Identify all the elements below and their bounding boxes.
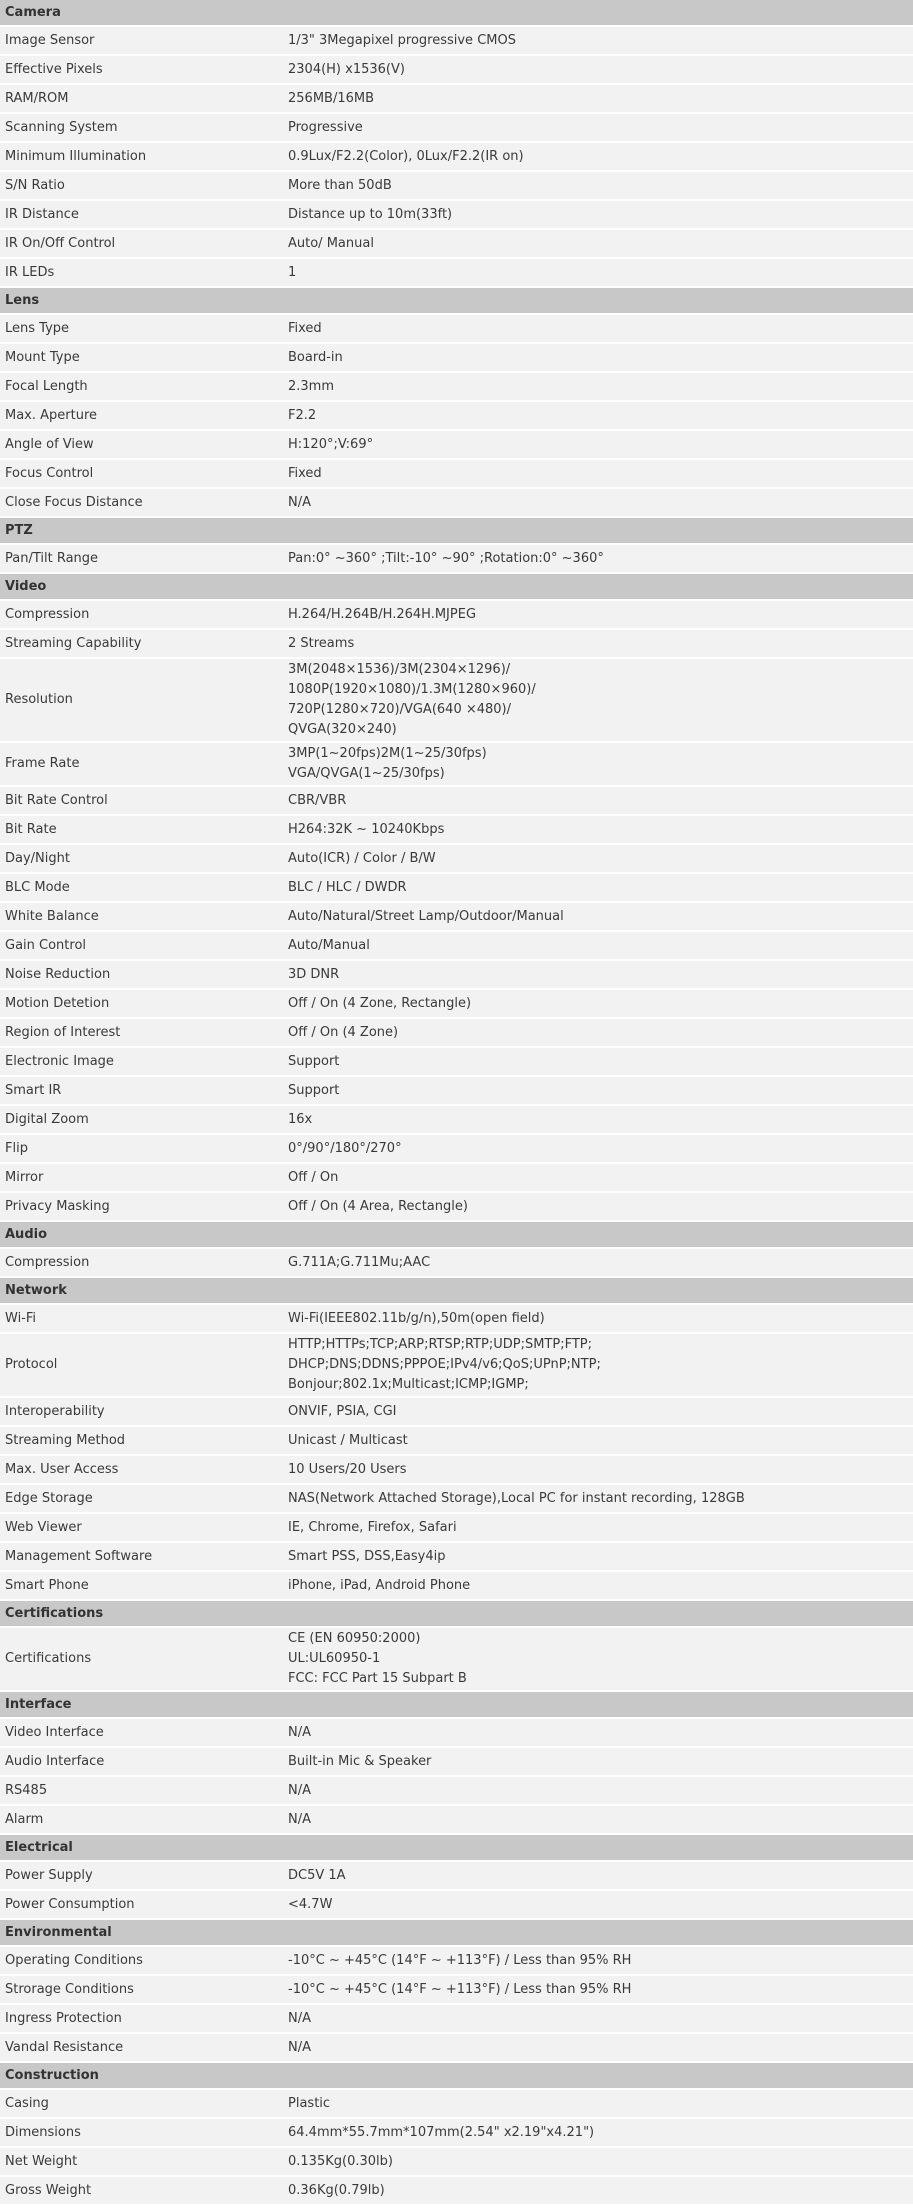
spec-value: Off / On (4 Zone, Rectangle)	[283, 989, 913, 1018]
spec-value: N/A	[283, 2033, 913, 2062]
spec-value: 0.135Kg(0.30lb)	[283, 2147, 913, 2176]
section-header	[0, 1919, 913, 1946]
spec-label: Alarm	[0, 1805, 283, 1834]
spec-label: Gain Control	[0, 931, 283, 960]
section-title: Audio	[0, 1221, 913, 1248]
spec-value: HTTP;HTTPs;TCP;ARP;RTSP;RTP;UDP;SMTP;FTP; DHCP;DNS;DDNS;PPPOE;IPv4/v6;QoS;UPnP;NTP; Bonjour;802.1x;Multicast;ICMP;IGMP;	[283, 1333, 913, 1397]
spec-row	[0, 1076, 913, 1105]
spec-row	[0, 488, 913, 517]
spec-label: Interoperability	[0, 1397, 283, 1426]
spec-row	[0, 343, 913, 372]
spec-value: 16x	[283, 1105, 913, 1134]
spec-label: Streaming Method	[0, 1426, 283, 1455]
section-header	[0, 573, 913, 600]
spec-value: N/A	[283, 1718, 913, 1747]
spec-value: N/A	[283, 1776, 913, 1805]
spec-row	[0, 1542, 913, 1571]
spec-label: Noise Reduction	[0, 960, 283, 989]
spec-row	[0, 960, 913, 989]
spec-label: Power Supply	[0, 1861, 283, 1890]
spec-value: 0°/90°/180°/270°	[283, 1134, 913, 1163]
spec-label: Pan/Tilt Range	[0, 544, 283, 573]
spec-value: Distance up to 10m(33ft)	[283, 200, 913, 229]
spec-row	[0, 1484, 913, 1513]
spec-row	[0, 1192, 913, 1221]
spec-value: H.264/H.264B/H.264H.MJPEG	[283, 600, 913, 629]
spec-row	[0, 931, 913, 960]
spec-label: RS485	[0, 1776, 283, 1805]
spec-value: F2.2	[283, 401, 913, 430]
spec-row	[0, 459, 913, 488]
spec-row	[0, 1333, 913, 1397]
spec-row	[0, 229, 913, 258]
spec-label: Compression	[0, 1248, 283, 1277]
spec-label: Angle of View	[0, 430, 283, 459]
spec-label: Net Weight	[0, 2147, 283, 2176]
spec-row	[0, 1018, 913, 1047]
section-header	[0, 287, 913, 314]
spec-value: 3M(2048×1536)/3M(2304×1296)/ 1080P(1920×1080)/1.3M(1280×960)/ 720P(1280×720)/VGA(640 ×480)/ QVGA(320×240)	[283, 658, 913, 742]
spec-row	[0, 1718, 913, 1747]
spec-row	[0, 1455, 913, 1484]
spec-label: Max. Aperture	[0, 401, 283, 430]
section-title: Certifications	[0, 1600, 913, 1627]
spec-row	[0, 401, 913, 430]
spec-label: S/N Ratio	[0, 171, 283, 200]
spec-label: Gross Weight	[0, 2176, 283, 2205]
spec-label: Day/Night	[0, 844, 283, 873]
spec-label: Flip	[0, 1134, 283, 1163]
spec-value: Support	[283, 1047, 913, 1076]
section-title: Network	[0, 1277, 913, 1304]
spec-label: Strorage Conditions	[0, 1975, 283, 2004]
spec-label: Casing	[0, 2089, 283, 2118]
section-header	[0, 1221, 913, 1248]
spec-value: Auto/ Manual	[283, 229, 913, 258]
spec-row	[0, 1047, 913, 1076]
spec-value: -10°C ~ +45°C (14°F ~ +113°F) / Less than 95% RH	[283, 1975, 913, 2004]
spec-value: -10°C ~ +45°C (14°F ~ +113°F) / Less than 95% RH	[283, 1946, 913, 1975]
spec-value: H264:32K ~ 10240Kbps	[283, 815, 913, 844]
spec-row	[0, 544, 913, 573]
spec-row	[0, 1747, 913, 1776]
spec-row	[0, 2033, 913, 2062]
spec-row	[0, 844, 913, 873]
spec-row	[0, 658, 913, 742]
spec-label: Compression	[0, 600, 283, 629]
spec-row	[0, 1627, 913, 1691]
spec-label: Max. User Access	[0, 1455, 283, 1484]
spec-label: Web Viewer	[0, 1513, 283, 1542]
spec-label: Vandal Resistance	[0, 2033, 283, 2062]
spec-value: 1	[283, 258, 913, 287]
spec-value: 0.9Lux/F2.2(Color), 0Lux/F2.2(IR on)	[283, 142, 913, 171]
spec-row	[0, 2118, 913, 2147]
spec-label: IR Distance	[0, 200, 283, 229]
spec-row	[0, 1890, 913, 1919]
spec-row	[0, 786, 913, 815]
spec-value: Board-in	[283, 343, 913, 372]
spec-row	[0, 629, 913, 658]
spec-row	[0, 200, 913, 229]
section-title: Video	[0, 573, 913, 600]
spec-row	[0, 1946, 913, 1975]
spec-value: 256MB/16MB	[283, 84, 913, 113]
spec-label: Operating Conditions	[0, 1946, 283, 1975]
spec-value: 3MP(1~20fps)2M(1~25/30fps) VGA/QVGA(1~25/30fps)	[283, 742, 913, 786]
spec-label: Focus Control	[0, 459, 283, 488]
spec-label: Resolution	[0, 658, 283, 742]
spec-label: Dimensions	[0, 2118, 283, 2147]
spec-row	[0, 372, 913, 401]
spec-row	[0, 314, 913, 343]
spec-label: RAM/ROM	[0, 84, 283, 113]
spec-label: Electronic Image	[0, 1047, 283, 1076]
spec-label: Streaming Capability	[0, 629, 283, 658]
spec-value: Pan:0° ~360° ;Tilt:-10° ~90° ;Rotation:0° ~360°	[283, 544, 913, 573]
spec-row	[0, 742, 913, 786]
spec-label: Image Sensor	[0, 26, 283, 55]
spec-row	[0, 113, 913, 142]
spec-value: 2304(H) x1536(V)	[283, 55, 913, 84]
section-header	[0, 1691, 913, 1718]
spec-value: Fixed	[283, 314, 913, 343]
spec-label: Scanning System	[0, 113, 283, 142]
spec-value: Unicast / Multicast	[283, 1426, 913, 1455]
spec-value: Off / On	[283, 1163, 913, 1192]
spec-value: N/A	[283, 1805, 913, 1834]
spec-label: Frame Rate	[0, 742, 283, 786]
spec-row	[0, 873, 913, 902]
spec-value: Auto/Manual	[283, 931, 913, 960]
spec-row	[0, 1105, 913, 1134]
spec-label: Power Consumption	[0, 1890, 283, 1919]
spec-row	[0, 26, 913, 55]
spec-label: Mirror	[0, 1163, 283, 1192]
spec-value: Support	[283, 1076, 913, 1105]
spec-row	[0, 55, 913, 84]
spec-value: CE (EN 60950:2000) UL:UL60950-1 FCC: FCC Part 15 Subpart B	[283, 1627, 913, 1691]
spec-value: Progressive	[283, 113, 913, 142]
section-header	[0, 1834, 913, 1861]
section-title: Construction	[0, 2062, 913, 2089]
spec-value: More than 50dB	[283, 171, 913, 200]
spec-row	[0, 171, 913, 200]
spec-value: Auto/Natural/Street Lamp/Outdoor/Manual	[283, 902, 913, 931]
spec-label: Bit Rate	[0, 815, 283, 844]
spec-label: Close Focus Distance	[0, 488, 283, 517]
spec-label: IR LEDs	[0, 258, 283, 287]
spec-value: Off / On (4 Area, Rectangle)	[283, 1192, 913, 1221]
section-header	[0, 1277, 913, 1304]
spec-row	[0, 1776, 913, 1805]
spec-value: Wi-Fi(IEEE802.11b/g/n),50m(open field)	[283, 1304, 913, 1333]
spec-label: Audio Interface	[0, 1747, 283, 1776]
spec-label: Video Interface	[0, 1718, 283, 1747]
spec-value: 1/3" 3Megapixel progressive CMOS	[283, 26, 913, 55]
spec-label: Focal Length	[0, 372, 283, 401]
spec-row	[0, 2089, 913, 2118]
spec-row	[0, 815, 913, 844]
spec-value: N/A	[283, 2004, 913, 2033]
spec-value: 3D DNR	[283, 960, 913, 989]
spec-row	[0, 258, 913, 287]
spec-row	[0, 1861, 913, 1890]
section-header	[0, 517, 913, 544]
spec-value: G.711A;G.711Mu;AAC	[283, 1248, 913, 1277]
spec-value: DC5V 1A	[283, 1861, 913, 1890]
section-header	[0, 0, 913, 26]
spec-label: Mount Type	[0, 343, 283, 372]
section-title: Interface	[0, 1691, 913, 1718]
spec-label: Motion Detetion	[0, 989, 283, 1018]
spec-value: iPhone, iPad, Android Phone	[283, 1571, 913, 1600]
spec-label: White Balance	[0, 902, 283, 931]
spec-label: Minimum Illumination	[0, 142, 283, 171]
section-title: Electrical	[0, 1834, 913, 1861]
spec-value: Plastic	[283, 2089, 913, 2118]
spec-label: Effective Pixels	[0, 55, 283, 84]
spec-row	[0, 1397, 913, 1426]
spec-label: Wi-Fi	[0, 1304, 283, 1333]
section-title: Lens	[0, 287, 913, 314]
spec-row	[0, 1975, 913, 2004]
section-header	[0, 1600, 913, 1627]
spec-value: Fixed	[283, 459, 913, 488]
spec-label: BLC Mode	[0, 873, 283, 902]
spec-value: 64.4mm*55.7mm*107mm(2.54" x2.19"x4.21")	[283, 2118, 913, 2147]
section-title: Environmental	[0, 1919, 913, 1946]
spec-row	[0, 2004, 913, 2033]
spec-label: Smart Phone	[0, 1571, 283, 1600]
spec-value: Off / On (4 Zone)	[283, 1018, 913, 1047]
spec-row	[0, 989, 913, 1018]
spec-value: H:120°;V:69°	[283, 430, 913, 459]
spec-label: Region of Interest	[0, 1018, 283, 1047]
section-title: PTZ	[0, 517, 913, 544]
spec-label: Smart IR	[0, 1076, 283, 1105]
spec-label: Ingress Protection	[0, 2004, 283, 2033]
spec-label: Digital Zoom	[0, 1105, 283, 1134]
spec-row	[0, 2176, 913, 2205]
spec-value: CBR/VBR	[283, 786, 913, 815]
spec-value: 0.36Kg(0.79lb)	[283, 2176, 913, 2205]
spec-label: Privacy Masking	[0, 1192, 283, 1221]
spec-row	[0, 142, 913, 171]
spec-value: Auto(ICR) / Color / B/W	[283, 844, 913, 873]
spec-row	[0, 2147, 913, 2176]
spec-value: Smart PSS, DSS,Easy4ip	[283, 1542, 913, 1571]
spec-label: Edge Storage	[0, 1484, 283, 1513]
spec-row	[0, 1805, 913, 1834]
spec-row	[0, 1304, 913, 1333]
spec-value: ONVIF, PSIA, CGI	[283, 1397, 913, 1426]
spec-label: Certifications	[0, 1627, 283, 1691]
section-header	[0, 2062, 913, 2089]
spec-row	[0, 430, 913, 459]
spec-value: Built-in Mic & Speaker	[283, 1747, 913, 1776]
spec-row	[0, 902, 913, 931]
spec-label: Protocol	[0, 1333, 283, 1397]
spec-value: 10 Users/20 Users	[283, 1455, 913, 1484]
spec-value: N/A	[283, 488, 913, 517]
spec-value: 2 Streams	[283, 629, 913, 658]
spec-value: IE, Chrome, Firefox, Safari	[283, 1513, 913, 1542]
spec-label: Bit Rate Control	[0, 786, 283, 815]
spec-value: BLC / HLC / DWDR	[283, 873, 913, 902]
spec-value: <4.7W	[283, 1890, 913, 1919]
spec-row	[0, 1513, 913, 1542]
spec-label: IR On/Off Control	[0, 229, 283, 258]
spec-row	[0, 600, 913, 629]
spec-row	[0, 1163, 913, 1192]
spec-row	[0, 1248, 913, 1277]
spec-value: NAS(Network Attached Storage),Local PC for instant recording, 128GB	[283, 1484, 913, 1513]
spec-value: 2.3mm	[283, 372, 913, 401]
spec-label: Management Software	[0, 1542, 283, 1571]
spec-row	[0, 84, 913, 113]
spec-label: Lens Type	[0, 314, 283, 343]
spec-row	[0, 1426, 913, 1455]
section-title: Camera	[0, 0, 913, 26]
spec-row	[0, 1571, 913, 1600]
spec-row	[0, 1134, 913, 1163]
